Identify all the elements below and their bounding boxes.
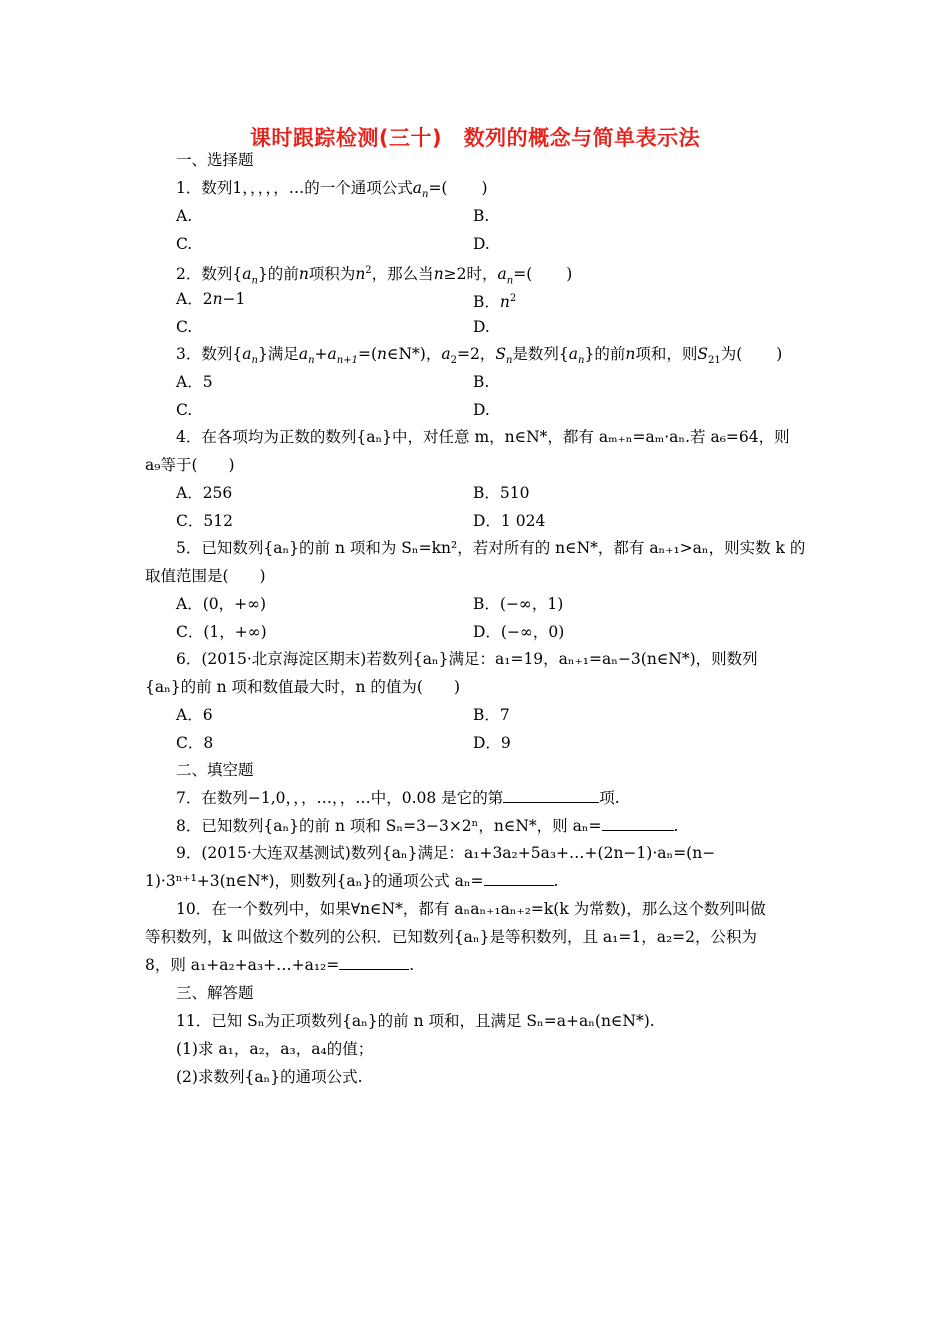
q9-post: . [553,872,559,890]
q3-text-g: }的前 [584,345,626,363]
question-7 [176,788,620,808]
q7-post: 项. [599,789,620,807]
q9-text: 1)·3ⁿ⁺¹+3(n∈N*)，则数列{aₙ}的通项公式 aₙ= [145,872,484,890]
q3-var-s: S [495,345,506,363]
question-11-part2: (2)求数列{aₙ}的通项公式. [176,1068,363,1086]
q5-option-d: D．(−∞，0) [473,623,565,641]
section-heading-answer: 三、解答题 [176,984,254,1002]
q1-option-d: D. [473,235,490,253]
question-10-line1: 10．在一个数列中，如果∀n∈N*，都有 aₙaₙ₊₁aₙ₊₂=k(k 为常数)，那么这个数列叫做 [176,900,766,918]
question-10-line2: 等积数列，k 叫做这个数列的公积．已知数列{aₙ}是等积数列，且 a₁=1，a₂=2，公积为 [145,928,758,946]
q2-opt-a-n: n [212,290,223,308]
q3-option-d: D. [473,401,490,419]
question-4-line2: a₉等于( ) [145,456,235,474]
q2-var-n-sub: n [251,275,258,287]
section-heading-fill: 二、填空题 [176,761,254,779]
q2-text-e: ≥2时， [443,265,498,284]
q4-option-c: C．512 [176,512,233,530]
q8-text: 8．已知数列{aₙ}的前 n 项和 Sₙ=3−3×2ⁿ，n∈N*，则 aₙ= [176,817,602,835]
question-3-stem [176,344,782,371]
q3-option-b: B. [473,373,490,391]
question-5-line1: 5．已知数列{aₙ}的前 n 项和为 Sₙ=kn²，若对所有的 n∈N*，都有 aₙ₊₁>aₙ，则实数 k 的 [176,539,806,557]
q3-text-b: }满足 [257,345,299,363]
q7-text: 7．在数列−1,0，，，…，，…中，0.08 是它的第 [176,789,504,807]
q3-var-s21-sub: 21 [707,355,721,367]
q3-var-an1: a [327,345,337,363]
question-8 [176,816,678,836]
q2-opt-a-text2: −1 [222,290,246,308]
q3-close: ) [776,345,783,363]
q7-blank [503,788,599,803]
q1-close: ) [481,179,488,197]
q3-var-s21: S [697,345,708,363]
q3-var-a2-sub: 2 [450,355,457,367]
q3-text-a: 3．数列{ [176,345,243,363]
q6-option-c: C．8 [176,734,214,752]
question-11-part1: (1)求 a₁，a₂，a₃，a₄的值； [176,1040,374,1058]
q2-var-n3: n [433,265,444,284]
q3-text-d: ∈N*)， [386,345,442,363]
q1-option-b: B. [473,207,490,225]
q6-option-a: A．6 [176,706,213,724]
q2-opt-b-n: n [499,293,510,312]
q3-option-c: C. [176,401,193,419]
q4-option-b: B．510 [473,484,530,502]
q3-var-a2: a [441,345,451,363]
q2-option-c: C. [176,318,193,336]
q3-var-an-sub: n [308,355,315,367]
q5-option-a: A．(0，+∞) [176,595,267,613]
q2-opt-b-text: B． [473,293,500,312]
q3-var-a: a [242,345,252,363]
q2-opt-a-text: A．2 [176,290,213,308]
question-4-line1: 4．在各项均为正数的数列{aₙ}中，对任意 m，n∈N*，都有 aₘ₊ₙ=aₘ·aₙ.若 a₆=64，则 [176,428,790,446]
q1-eq: =( [428,179,448,197]
q10-text: 8，则 a₁+a₂+a₃+…+a₁₂= [145,956,340,974]
q1-var-a: a [412,179,422,197]
q2-text-b: }的前 [257,265,299,284]
q2-text-a: 2．数列{ [176,265,243,284]
q3-text-e: =2， [456,345,496,363]
question-11-stem: 11．已知 Sₙ为正项数列{aₙ}的前 n 项和，且满足 Sₙ=a+aₙ(n∈N*). [176,1012,655,1030]
q2-text-f: =( [513,265,533,284]
question-10-line3 [145,955,414,975]
question-5-line2: 取值范围是( ) [145,567,266,585]
q2-option-b [473,289,516,312]
q2-var-an: a [497,265,507,284]
q4-option-a: A．256 [176,484,233,502]
q2-var-an-sub: n [506,275,514,287]
q4-option-d: D．1 024 [473,512,546,530]
q5-option-c: C．(1，+∞) [176,623,267,641]
q1-text: 1．数列1，，，，，…的一个通项公式 [176,179,413,197]
q3-text-h: 项和，则 [635,345,698,363]
question-2-stem [176,261,572,291]
q2-var-a: a [242,265,252,284]
q3-option-a: A．5 [176,373,213,391]
q1-option-c: C. [176,235,193,253]
q2-var-n2: n [355,265,366,284]
q10-blank [339,955,409,970]
q3-var-an1-sub: n+1 [336,355,358,367]
q2-text-c: 项积为 [308,265,356,284]
q2-opt-b-sq: 2 [509,293,517,304]
q6-option-d: D．9 [473,734,511,752]
q3-var-a-sub: n [251,355,258,367]
q3-var-n2: n [625,345,636,363]
q6-option-b: B．7 [473,706,510,724]
section-heading-choice: 一、选择题 [176,151,254,169]
q8-blank [602,816,674,831]
question-9-line2 [145,871,558,891]
question-6-line2: {aₙ}的前 n 项和数值最大时，n 的值为( ) [145,678,461,696]
page-title: 课时跟踪检测(三十) 数列的概念与简单表示法 [249,126,701,150]
question-1-stem [176,178,488,205]
q1-var-n: n [421,189,429,201]
q3-var-n: n [377,345,387,363]
q3-var-s-sub: n [505,355,513,367]
q2-close: ) [566,265,573,284]
q1-option-a: A. [176,207,193,225]
q8-post: . [673,817,679,835]
q3-var-a3: a [568,345,579,363]
q3-plus: + [314,345,328,363]
q3-text-c: =( [357,345,377,363]
q2-option-a [176,289,245,309]
q9-blank [484,871,554,886]
q3-text-i: 为( [720,345,743,363]
question-9-line1: 9．(2015·大连双基测试)数列{aₙ}满足：a₁+3a₂+5a₃+…+(2n−1)·aₙ=(n− [176,844,716,862]
q2-sq: 2 [365,265,372,276]
q3-var-a3-sub: n [578,355,585,367]
q2-var-n: n [298,265,309,284]
q3-text-f: 是数列{ [512,345,569,363]
question-6-line1: 6．(2015·北京海淀区期末)若数列{aₙ}满足：a₁=19，aₙ₊₁=aₙ−3(n∈N*)，则数列 [176,650,758,668]
q5-option-b: B．(−∞，1) [473,595,564,613]
q10-post: . [409,956,415,974]
q2-text-d: ，那么当 [371,265,434,284]
q2-option-d: D. [473,318,490,336]
q3-var-an: a [298,345,309,363]
